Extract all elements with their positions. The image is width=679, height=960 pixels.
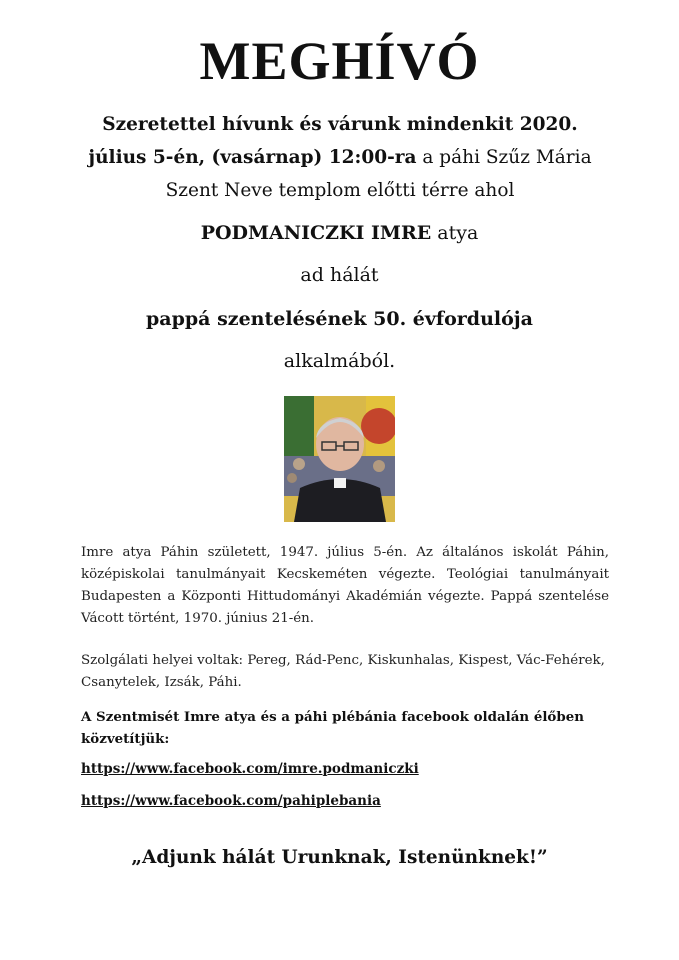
thanks-line: ad hálát [300, 264, 379, 286]
page-title: MEGHÍVÓ [199, 31, 480, 91]
intro-line-2-rest: a páhi Szűz Mária [416, 147, 592, 168]
bio-paragraph-1: Imre atya Páhin született, 1947. július 5-én. Az általános iskolát Páhin, középiskolai tanulmányait Kecskeméten végezte. Teológiai tanulmányait Budapesten a Központi Hittudományi Akadémián végezte. Pappá szentelése Vácott történt, 1970. június 21-én. [81, 545, 609, 626]
priest-portrait [284, 396, 395, 522]
priest-photo [284, 396, 395, 522]
priest-name: PODMANICZKI IMRE [200, 222, 432, 244]
broadcast-note: A Szentmisét Imre atya és a páhi plébánia facebook oldalán élőben közvetítjük: [81, 709, 584, 747]
facebook-link-imre[interactable]: https://www.facebook.com/imre.podmaniczki [81, 761, 419, 777]
intro-line-3: Szent Neve templom előtti térre ahol [165, 180, 515, 201]
intro-line-2 [40, 141, 640, 174]
date-time: július 5-én, (vasárnap) 12:00-ra [88, 147, 417, 168]
occasion-line: alkalmából. [283, 350, 396, 372]
closing-quote: „Adjunk hálát Urunknak, Istenünknek!” [131, 847, 548, 868]
intro-line-1: Szeretettel hívunk és várunk mindenkit 2020. [102, 114, 578, 135]
priest-title: atya [431, 222, 479, 244]
priest-name-line [0, 222, 679, 244]
bio-paragraph-2: Szolgálati helyei voltak: Pereg, Rád-Penc, Kiskunhalas, Kispest, Vác-Fehérek, Csanytelek, Izsák, Páhi. [81, 653, 605, 690]
facebook-link-parish[interactable]: https://www.facebook.com/pahiplebania [81, 793, 381, 809]
intro-text [40, 108, 640, 207]
anniversary-line: pappá szentelésének 50. évfordulója [146, 308, 533, 330]
